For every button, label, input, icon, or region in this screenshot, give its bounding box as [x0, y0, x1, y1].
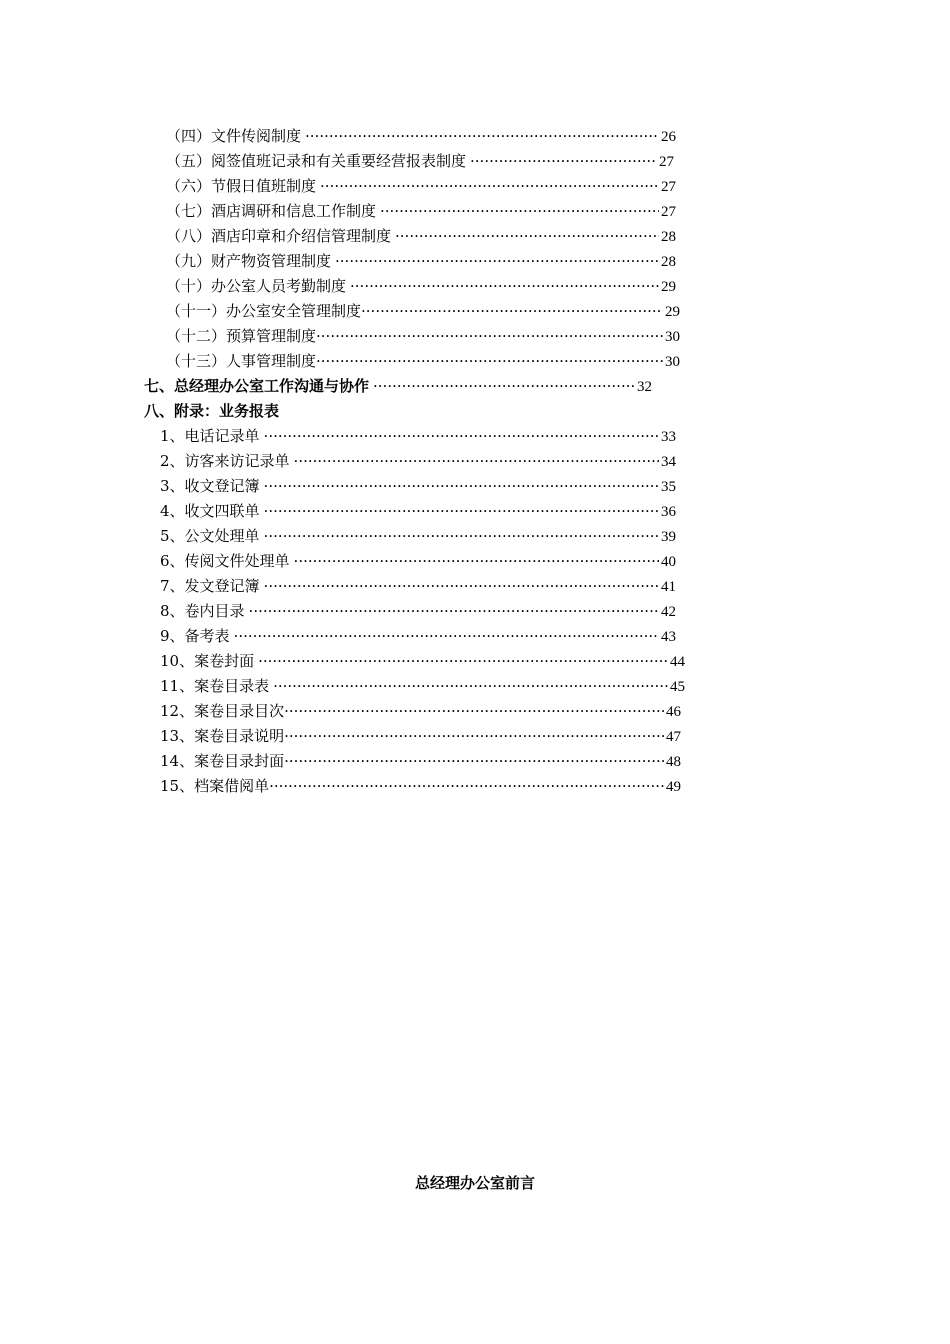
- toc-entry[interactable]: [166, 349, 680, 373]
- toc-entry-page: 34: [661, 454, 676, 470]
- toc-entry-page: 41: [661, 579, 676, 595]
- toc-leader-dots: [269, 774, 664, 798]
- toc-appendix-entry[interactable]: [160, 499, 676, 523]
- toc-entry-label: （九）财产物资管理制度: [166, 252, 332, 270]
- toc-leader-dots: [373, 374, 635, 398]
- toc-section-label: 七、总经理办公室工作沟通与协作: [144, 377, 370, 395]
- toc-leader-dots: [395, 224, 659, 248]
- toc-entry-label: （十一）办公室安全管理制度: [166, 302, 362, 320]
- toc-entry-label: 10、案卷封面: [160, 652, 255, 670]
- toc-entry-label: （七）酒店调研和信息工作制度: [166, 202, 377, 220]
- toc-entry-page: 29: [661, 279, 676, 295]
- toc-entry[interactable]: [166, 149, 674, 173]
- toc-entry-page: 47: [666, 729, 681, 745]
- toc-leader-dots: [273, 674, 668, 698]
- toc-entry[interactable]: [166, 299, 680, 323]
- toc-entry[interactable]: [166, 274, 676, 298]
- toc-appendix-entry[interactable]: [160, 699, 681, 723]
- toc-appendix-entry[interactable]: [160, 599, 676, 623]
- toc-appendix-entry[interactable]: [160, 649, 685, 673]
- toc-entry-label: 13、案卷目录说明: [160, 727, 285, 745]
- toc-leader-dots: [361, 299, 663, 323]
- toc-entry-page: 42: [661, 604, 676, 620]
- toc-leader-dots: [264, 424, 659, 448]
- toc-entry-page: 49: [666, 779, 681, 795]
- toc-entry-page: 36: [661, 504, 676, 520]
- toc-entry-page: 29: [665, 304, 680, 320]
- toc-entry-page: 28: [661, 229, 676, 245]
- toc-entry-label: （四）文件传阅制度: [166, 127, 302, 145]
- toc-entry-label: 5、公文处理单: [160, 527, 260, 545]
- toc-leader-dots: [294, 449, 659, 473]
- toc-entry-page: 39: [661, 529, 676, 545]
- toc-entry-label: 6、传阅文件处理单: [160, 552, 290, 570]
- toc-appendix-entry[interactable]: [160, 549, 676, 573]
- toc-entry-label: 14、案卷目录封面: [160, 752, 285, 770]
- toc-entry-label: 11、案卷目录表: [160, 677, 270, 695]
- toc-entry[interactable]: [166, 324, 680, 348]
- toc-entry-label: 9、备考表: [160, 627, 230, 645]
- toc-leader-dots: [284, 724, 664, 748]
- toc-entry-page: 40: [661, 554, 676, 570]
- toc-leader-dots: [350, 274, 659, 298]
- toc-leader-dots: [284, 749, 664, 773]
- toc-entry-page: 46: [666, 704, 681, 720]
- toc-appendix-entry[interactable]: [160, 449, 676, 473]
- toc-entry-page: 30: [665, 354, 680, 370]
- toc-leader-dots: [234, 624, 659, 648]
- toc-entry-label: 7、发文登记簿: [160, 577, 260, 595]
- toc-entry-page: 26: [661, 129, 676, 145]
- toc-entry-label: （十二）预算管理制度: [166, 327, 317, 345]
- toc-appendix-entry[interactable]: [160, 774, 681, 798]
- toc-appendix-entry[interactable]: [160, 424, 676, 448]
- toc-section-eight[interactable]: 八、附录：业务报表: [144, 402, 280, 420]
- toc-entry[interactable]: [166, 224, 676, 248]
- toc-leader-dots: [294, 549, 659, 573]
- toc-leader-dots: [305, 124, 659, 148]
- toc-entry-page: 43: [661, 629, 676, 645]
- toc-leader-dots: [249, 599, 659, 623]
- toc-entry-page: 35: [661, 479, 676, 495]
- toc-appendix-entry[interactable]: [160, 624, 676, 648]
- toc-leader-dots: [316, 349, 663, 373]
- toc-entry-page: 45: [670, 679, 685, 695]
- toc-appendix-entry[interactable]: [160, 574, 676, 598]
- toc-entry-label: （十三）人事管理制度: [166, 352, 317, 370]
- toc-appendix-entry[interactable]: [160, 674, 685, 698]
- toc-entry[interactable]: [166, 124, 676, 148]
- toc-entry-label: 3、收文登记簿: [160, 477, 260, 495]
- toc-leader-dots: [264, 474, 659, 498]
- toc-leader-dots: [284, 699, 664, 723]
- toc-entry-label: （五）阅签值班记录和有关重要经营报表制度: [166, 152, 467, 170]
- toc-entry[interactable]: [166, 249, 676, 273]
- toc-leader-dots: [264, 524, 659, 548]
- toc-appendix-entry[interactable]: [160, 524, 676, 548]
- toc-leader-dots: [470, 149, 657, 173]
- toc-section-seven[interactable]: [144, 374, 652, 398]
- toc-leader-dots: [320, 174, 659, 198]
- toc-entry[interactable]: [166, 174, 676, 198]
- toc-entry-page: 28: [661, 254, 676, 270]
- toc-entry-page: 30: [665, 329, 680, 345]
- toc-entry-label: （六）节假日值班制度: [166, 177, 317, 195]
- toc-entry-label: 1、电话记录单: [160, 427, 260, 445]
- toc-entry-label: 2、访客来访记录单: [160, 452, 290, 470]
- toc-entry-label: （八）酒店印章和介绍信管理制度: [166, 227, 392, 245]
- toc-entry-label: 8、卷内目录: [160, 602, 245, 620]
- toc-leader-dots: [258, 649, 668, 673]
- toc-entry-page: 27: [661, 204, 676, 220]
- toc-entry-label: 12、案卷目录目次: [160, 702, 285, 720]
- toc-leader-dots: [316, 324, 663, 348]
- toc-leader-dots: [264, 574, 659, 598]
- toc-leader-dots: [335, 249, 659, 273]
- toc-entry-page: 44: [670, 654, 685, 670]
- toc-entry-label: 4、收文四联单: [160, 502, 260, 520]
- toc-entry[interactable]: [166, 199, 676, 223]
- toc-appendix-entry[interactable]: [160, 474, 676, 498]
- toc-entry-page: 27: [659, 154, 674, 170]
- toc-entry-page: 27: [661, 179, 676, 195]
- toc-appendix-entry[interactable]: [160, 749, 681, 773]
- toc-leader-dots: [264, 499, 659, 523]
- toc-entry-page: 33: [661, 429, 676, 445]
- preface-title: 总经理办公室前言: [414, 1174, 535, 1192]
- toc-entry-label: （十）办公室人员考勤制度: [166, 277, 347, 295]
- toc-entry-label: 15、档案借阅单: [160, 777, 270, 795]
- toc-leader-dots: [380, 199, 659, 223]
- toc-appendix-entry[interactable]: [160, 724, 681, 748]
- toc-section-page: 32: [637, 379, 652, 395]
- toc-entry-page: 48: [666, 754, 681, 770]
